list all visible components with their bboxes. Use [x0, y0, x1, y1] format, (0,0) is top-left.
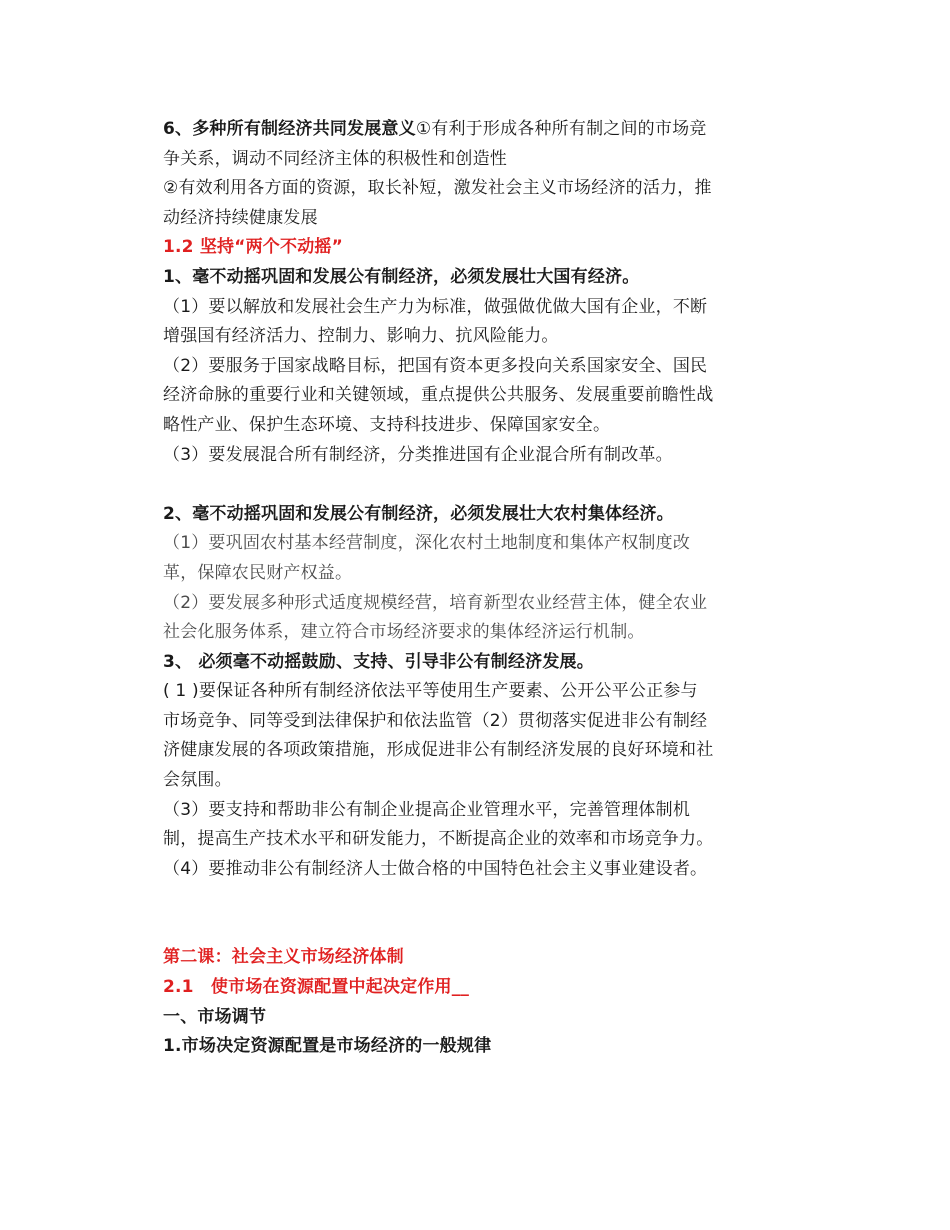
point-1-line: 略性产业、保护生态环境、支持科技进步、保障国家安全。: [163, 414, 611, 435]
point-2-line: 革，保障农民财产权益。: [163, 562, 353, 583]
point-3-line: 制，提高生产技术水平和研发能力，不断提高企业的效率和市场竞争力。: [163, 829, 714, 850]
lesson-2-title: 第二课：社会主义市场经济体制: [163, 947, 404, 968]
section-6-line-1: [163, 115, 793, 145]
point-2-line: （1）要巩固农村基本经营制度，深化农村土地制度和集体产权制度改: [163, 533, 691, 554]
point-1-line: 经济命脉的重要行业和关键领域，重点提供公共服务、发展重要前瞻性战: [163, 385, 714, 406]
point-1-line: （1）要以解放和发展社会生产力为标准，做强做优做大国有企业，不断: [163, 296, 708, 317]
point-1-title: 1、毫不动摇巩固和发展公有制经济，必须发展壮大国有经济。: [163, 266, 640, 287]
section-6-text: ①有利于形成各种所有制之间的市场竞: [415, 119, 707, 139]
section-6-line-2: 争关系，调动不同经济主体的积极性和创造性: [163, 148, 507, 169]
point-2-line: （2）要发展多种形式适度规模经营，培育新型农业经营主体，健全农业: [163, 592, 708, 613]
heading-2-1: 2.1 使市场在资源配置中起决定作用__: [163, 977, 470, 998]
point-3-line: 济健康发展的各项政策措施，形成促进非公有制经济发展的良好环境和社: [163, 740, 714, 761]
item-1: 1.市场决定资源配置是市场经济的一般规律: [163, 1036, 492, 1057]
point-1-line: 增强国有经济活力、控制力、影响力、抗风险能力。: [163, 326, 559, 347]
section-6-heading: 6、多种所有制经济共同发展意义: [163, 119, 416, 139]
point-3-line: 市场竞争、同等受到法律保护和依法监管（2）贯彻落实促进非公有制经: [163, 710, 708, 731]
point-3-title: 3、 必须毫不动摇鼓励、支持、引导非公有制经济发展。: [163, 651, 594, 672]
spacer: [163, 470, 793, 500]
section-market-regulation: 一、市场调节: [163, 1006, 267, 1027]
section-6-line-4: 动经济持续健康发展: [163, 207, 318, 228]
point-2-line: 社会化服务体系，建立符合市场经济要求的集体经济运行机制。: [163, 622, 645, 643]
section-6-line-3: ②有效利用各方面的资源，取长补短，激发社会主义市场经济的活力，推: [163, 178, 712, 199]
point-3-line: （3）要支持和帮助非公有制企业提高企业管理水平，完善管理体制机: [163, 799, 691, 820]
heading-1-2: 1.2 坚持“两个不动摇”: [163, 237, 343, 258]
point-1-line: （2）要服务于国家战略目标，把国有资本更多投向关系国家安全、国民: [163, 355, 708, 376]
point-3-line: 会氛围。: [163, 770, 232, 791]
point-3-line: ( 1 )要保证各种所有制经济依法平等使用生产要素、公开公平公正参与: [163, 681, 698, 702]
document-page: [163, 115, 793, 1062]
spacer: [163, 884, 793, 943]
point-1-line: （3）要发展混合所有制经济，分类推进国有企业混合所有制改革。: [163, 444, 673, 465]
point-2-title: 2、毫不动摇巩固和发展公有制经济，必须发展壮大农村集体经济。: [163, 503, 674, 524]
point-3-line: （4）要推动非公有制经济人士做合格的中国特色社会主义事业建设者。: [163, 858, 708, 879]
